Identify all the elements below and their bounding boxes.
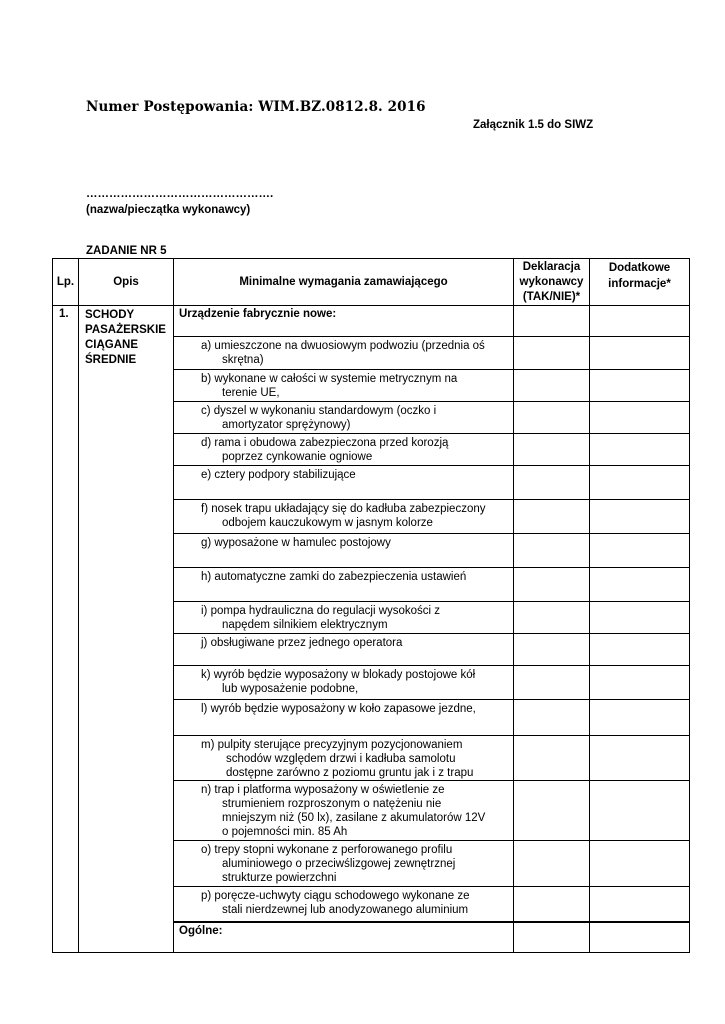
requirement-text-continued: terenie UE,: [222, 387, 280, 399]
requirement-text-continued: o pojemności min. 85 Ah: [222, 826, 348, 838]
contractor-label: (nazwa/pieczątka wykonawcy): [86, 204, 251, 216]
extra-line-2: informacje*: [608, 278, 671, 290]
opis-line-1: SCHODY: [85, 309, 135, 321]
requirement-text-continued: poprzez cynkowanie ogniowe: [222, 451, 373, 463]
declaration-cell[interactable]: [514, 887, 590, 923]
requirement-text: f) nosek trapu układający się do kadłuba zabezpieczony: [201, 503, 486, 515]
declaration-cell[interactable]: [514, 534, 590, 568]
requirement-text-continued: mniejszym niż (50 lx), zasilane z akumulatorów 12V: [222, 812, 486, 824]
extra-info-cell[interactable]: [590, 781, 690, 841]
extra-info-cell[interactable]: [590, 736, 690, 781]
requirement-text: o) trepy stopni wykonane z perforowanego profilu: [201, 844, 453, 856]
extra-info-cell[interactable]: [590, 466, 690, 500]
extra-info-cell[interactable]: [590, 534, 690, 568]
requirement-text: n) trap i platforma wyposażony w oświetlenie ze: [201, 784, 445, 796]
requirement-text-continued: aluminiowego o przeciwślizgowej zewnętrznej: [222, 858, 456, 870]
declaration-cell[interactable]: [514, 466, 590, 500]
extra-info-cell[interactable]: [590, 337, 690, 370]
extra-info-cell[interactable]: [590, 922, 690, 953]
item-description: [79, 306, 174, 953]
requirement-text-continued: strumieniem rozproszonym o natężeniu nie: [222, 798, 442, 810]
col-extra-header: [590, 259, 690, 306]
declaration-cell[interactable]: [514, 568, 590, 602]
requirement-text: g) wyposażone w hamulec postojowy: [201, 537, 391, 549]
extra-info-cell[interactable]: [590, 402, 690, 434]
requirement-text: j) obsługiwane przez jednego operatora: [201, 637, 403, 649]
requirement-item: [174, 666, 514, 700]
declaration-cell[interactable]: [514, 370, 590, 402]
declaration-line-2: wykonawcy: [519, 275, 584, 288]
col-declaration-header: [514, 259, 590, 306]
requirement-item: [174, 602, 514, 634]
requirement-text-continued: lub wyposażenie podobne,: [222, 683, 359, 695]
requirement-item: [174, 534, 514, 568]
declaration-cell[interactable]: [514, 402, 590, 434]
requirement-text: l) wyrób będzie wyposażony w koło zapasowe jezdne,: [201, 703, 476, 715]
extra-info-cell[interactable]: [590, 602, 690, 634]
declaration-cell[interactable]: [514, 337, 590, 370]
requirement-text: h) automatyczne zamki do zabezpieczenia ustawień: [201, 571, 467, 583]
extra-info-cell[interactable]: [590, 370, 690, 402]
requirement-item: [174, 781, 514, 841]
declaration-cell[interactable]: [514, 841, 590, 887]
task-label: ZADANIE NR 5: [86, 245, 167, 257]
declaration-cell[interactable]: [514, 500, 590, 534]
declaration-cell[interactable]: [514, 602, 590, 634]
requirement-item: [174, 370, 514, 402]
requirement-text-continued: stali nierdzewnej lub anodyzowanego aluminium: [222, 904, 469, 916]
declaration-cell[interactable]: [514, 434, 590, 466]
requirement-text-continued: schodów względem drzwi i kadłuba samolotu: [226, 753, 456, 765]
requirement-text: b) wykonane w całości w systemie metrycznym na: [201, 373, 458, 385]
extra-info-cell[interactable]: [590, 568, 690, 602]
requirement-text: e) cztery podpory stabilizujące: [201, 469, 356, 481]
requirement-text-continued: dostępne zarówno z poziomu gruntu jak i z trapu: [226, 767, 474, 779]
extra-info-cell[interactable]: [590, 841, 690, 887]
opis-line-4: ŚREDNIE: [85, 354, 137, 366]
col-requirements-header: Minimalne wymagania zamawiającego: [174, 259, 514, 306]
procedure-number: Numer Postępowania: WIM.BZ.0812.8. 2016: [86, 99, 426, 115]
requirement-text: c) dyszel w wykonaniu standardowym (oczko i: [201, 405, 437, 417]
requirement-text: d) rama i obudowa zabezpieczona przed korozją: [201, 437, 449, 449]
extra-info-cell[interactable]: [590, 634, 690, 666]
requirement-item: [174, 841, 514, 887]
requirement-text: i) pompa hydrauliczna do regulacji wysokości z: [201, 605, 441, 617]
requirement-item: [174, 887, 514, 923]
factory-new-heading: Urządzenie fabrycznie nowe:: [174, 306, 514, 337]
extra-info-cell[interactable]: [590, 700, 690, 736]
requirement-text-continued: strukturze powierzchni: [222, 872, 337, 884]
declaration-cell[interactable]: [514, 634, 590, 666]
col-lp-header: Lp.: [53, 259, 79, 306]
requirement-item: [174, 700, 514, 736]
requirement-text-continued: odbojem kauczukowym w jasnym kolorze: [222, 517, 433, 529]
declaration-cell[interactable]: [514, 700, 590, 736]
requirement-item: [174, 736, 514, 781]
extra-info-cell[interactable]: [590, 666, 690, 700]
declaration-cell[interactable]: [514, 666, 590, 700]
requirement-text: p) poręcze-uchwyty ciągu schodowego wykonane ze: [201, 890, 470, 902]
opis-line-3: CIĄGANE: [85, 339, 139, 351]
table-row: [53, 306, 690, 337]
declaration-cell[interactable]: [514, 781, 590, 841]
extra-info-cell[interactable]: [590, 306, 690, 337]
declaration-line-3: (TAK/NIE)*: [522, 290, 581, 303]
extra-info-cell[interactable]: [590, 500, 690, 534]
table-header-row: [53, 259, 690, 306]
extra-info-cell[interactable]: [590, 887, 690, 923]
requirement-item: [174, 434, 514, 466]
requirement-text: a) umieszczone na dwuosiowym podwoziu (przednia oś: [201, 340, 485, 352]
requirement-item: [174, 568, 514, 602]
requirement-text-continued: napędem silnikiem elektrycznym: [222, 619, 388, 631]
extra-line-1: Dodatkowe: [608, 262, 671, 274]
requirement-item: [174, 634, 514, 666]
requirement-text-continued: skrętna): [222, 354, 264, 366]
requirement-text-continued: amortyzator sprężynowy): [222, 419, 351, 431]
row-number: 1.: [53, 306, 79, 953]
requirement-text: m) pulpity sterujące precyzyjnym pozycjonowaniem: [201, 739, 463, 751]
declaration-cell[interactable]: [514, 922, 590, 953]
requirement-item: [174, 402, 514, 434]
declaration-cell[interactable]: [514, 306, 590, 337]
signature-dots: ………………………………………….: [86, 188, 274, 200]
declaration-line-1: Deklaracja: [522, 260, 581, 273]
requirement-item: [174, 337, 514, 370]
opis-line-2: PASAŻERSKIE: [85, 324, 166, 336]
requirements-table: [52, 258, 690, 953]
extra-info-cell[interactable]: [590, 434, 690, 466]
requirement-text: k) wyrób będzie wyposażony w blokady postojowe kół: [201, 669, 476, 681]
general-heading: Ogólne:: [174, 922, 514, 953]
requirement-item: [174, 500, 514, 534]
declaration-cell[interactable]: [514, 736, 590, 781]
requirement-item: [174, 466, 514, 500]
col-opis-header: Opis: [79, 259, 174, 306]
attachment-label: Załącznik 1.5 do SIWZ: [473, 119, 594, 131]
